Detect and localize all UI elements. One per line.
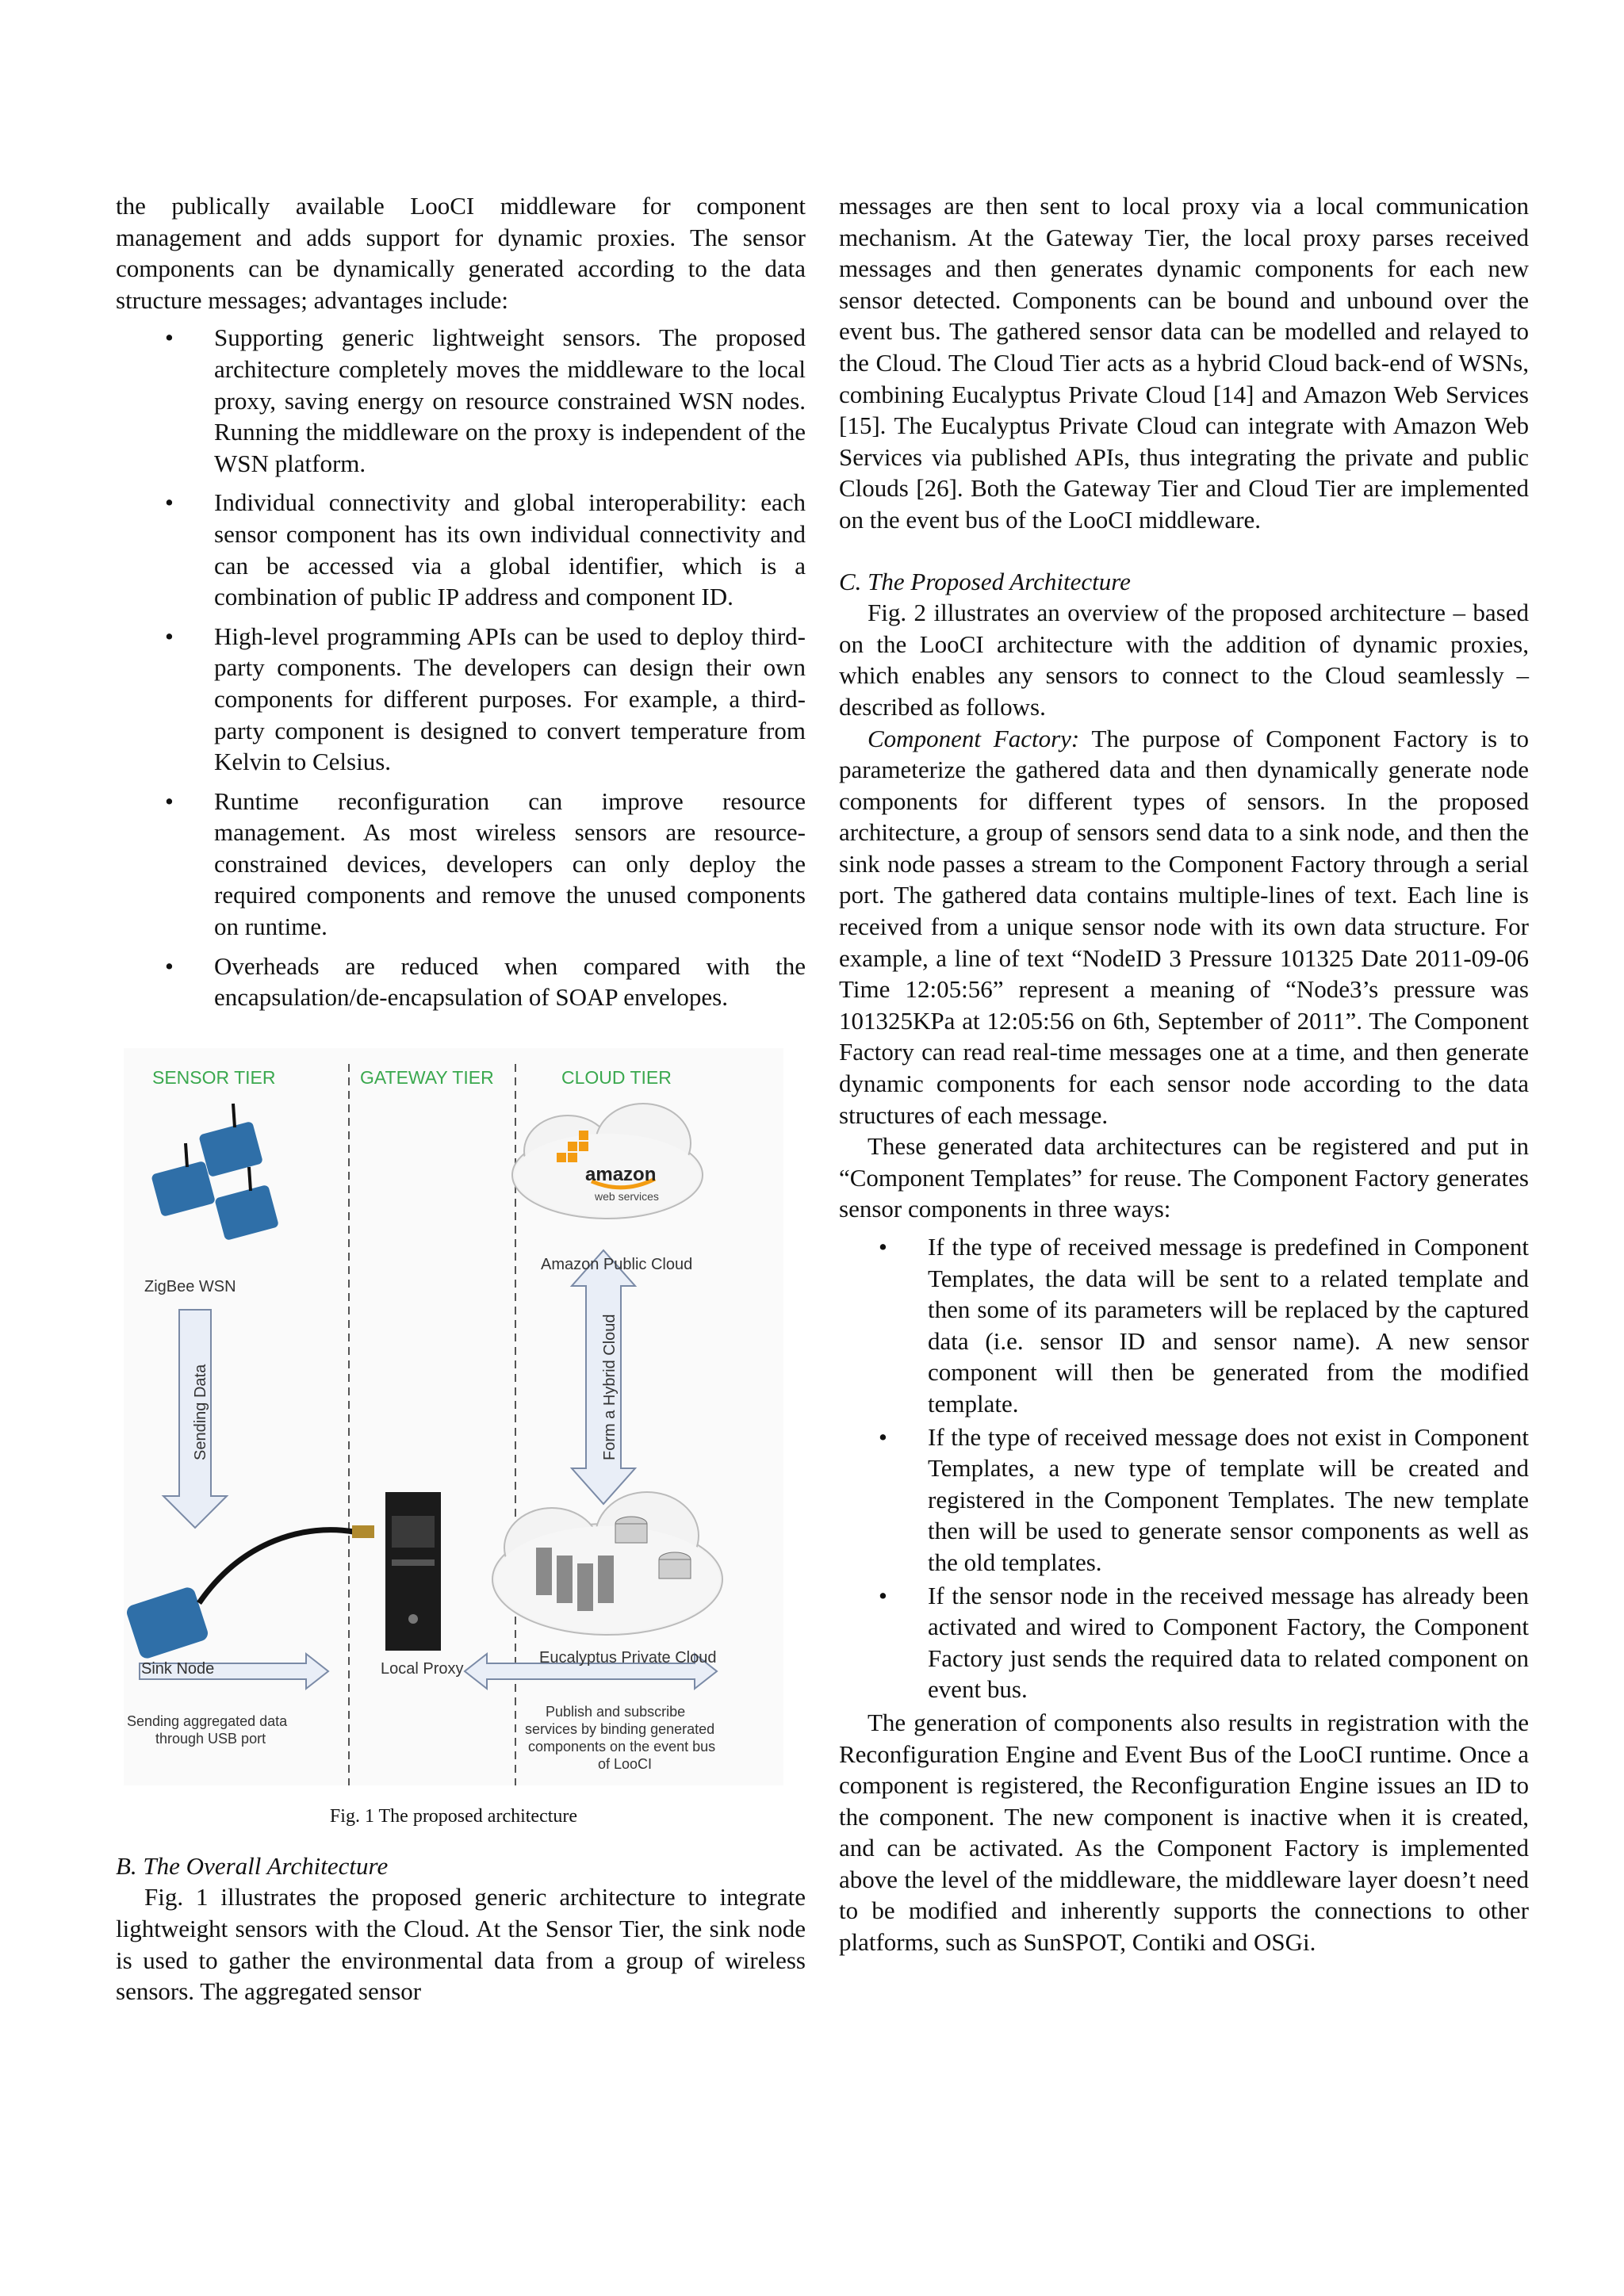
right-column <box>839 190 1529 1958</box>
component-factory-text: The purpose of Component Factory is to parameterize the gathered data and then dynamically generate node components for different types of sensors. In the proposed architecture, a group of sensors send data to a sink node, and then the sink node passes a stream to the Component Factory through a serial port. The gathered data contains multiple-lines of text. Each line is received from a unique sensor node with its own data structure. For example, a line of text “NodeID 3 Pressure 101325 Date 2011-09-06 Time 12:05:56” represent a meaning of “Node3’s pressure was 101325KPa at 12:05:56 on 6th, September of 2011”. The Component Factory can read real-time messages one at a time, and then generate dynamic components for each sensor node according to the data structures of each message. <box>839 724 1529 1129</box>
list-item: • If the type of received message does not exist in Component Templates, a new type of template will be created and registered in the Component Templates. The new template then will be used to generate sensor components as well as the old templates. <box>839 1422 1529 1578</box>
usb-note-line2: through USB port <box>155 1730 266 1747</box>
architecture-figure <box>124 1048 783 1833</box>
list-item: • Supporting generic lightweight sensors. The proposed architecture completely moves the middleware to the local proxy, saving energy on resource constrained WSN nodes. Running the middleware on the proxy is independent of the WSN platform. <box>116 322 806 479</box>
component-factory-label: Component Factory: <box>868 724 1080 752</box>
gateway-tier-label: GATEWAY TIER <box>360 1066 494 1088</box>
amazon-public-cloud-label: Amazon Public Cloud <box>541 1255 693 1273</box>
zigbee-wsn-label: ZigBee WSN <box>144 1277 236 1295</box>
eucalyptus-cloud-label: Eucalyptus Private Cloud <box>539 1648 717 1667</box>
right-paragraph-2: Fig. 2 illustrates an overview of the proposed architecture – based on the LooCI architecture with the addition of dynamic proxies, which enables any sensors to connect to the Cloud seamlessly – described as follows. <box>839 599 1529 721</box>
list-item: • If the type of received message is predefined in Component Templates, the data will be sent to a related template and then some of its parameters will be replaced by the captured data (i.e. sensor ID and sensor name). A new sensor component will then be generated from the modified template. <box>839 1231 1529 1420</box>
pubsub-note-line1: Publish and subscribe <box>546 1703 686 1720</box>
right-paragraph-5: The generation of components also results in registration with the Reconfiguration Engine and Event Bus of the LooCI runtime. Once a component is registered, the Reconfiguration Engine issues an ID to the component. The new component is inactive when it is created, and can be activated. As the Component Factory is implemented above the level of the middleware, the middleware layer doesn’t need to be modified and inherently supports the connections to other platforms, such as SunSPOT, Contiki and OSGi. <box>839 1708 1529 1957</box>
sink-node-label: Sink Node <box>141 1659 215 1678</box>
component-factory-paragraph <box>839 723 1529 1131</box>
usb-note-line1: Sending aggregated data <box>127 1712 288 1729</box>
list-item: • Overheads are reduced when compared with the encapsulation/de-encapsulation of SOAP envelopes. <box>116 951 806 1013</box>
figure-caption: Fig. 1 The proposed architecture <box>329 1805 578 1827</box>
amazon-logo-subtitle: web services <box>595 1189 659 1203</box>
sensor-tier-label: SENSOR TIER <box>152 1066 276 1088</box>
left-column <box>116 190 806 2007</box>
pubsub-note-line2: services by binding generated <box>525 1720 715 1737</box>
list-item: • If the sensor node in the received message has already been activated and wired to Component Factory, the Component Factory just sends the required data to related component on event bus. <box>839 1580 1529 1705</box>
right-paragraph-1: messages are then sent to local proxy via a local communication mechanism. At the Gateway Tier, the local proxy parses received messages and then generates dynamic components for each new sensor detected. Components can be bound and unbound over the event bus. The gathered sensor data can be modelled and relayed to the Cloud. The Cloud Tier acts as a hybrid Cloud back-end of WSNs, combining Eucalyptus Private Cloud [14] and Amazon Web Services [15]. The Eucalyptus Private Cloud can integrate with Amazon Web Services via published APIs, thus integrating the private and public Clouds [26]. Both the Gateway Tier and Cloud Tier are implemented on the event bus of the LooCI middleware. <box>839 192 1529 534</box>
pubsub-note-line4: of LooCI <box>598 1755 653 1772</box>
advantages-list <box>116 322 806 1012</box>
pubsub-note-line3: components on the event bus <box>528 1738 716 1755</box>
amazon-logo: amazon <box>585 1163 657 1185</box>
section-b-paragraph: Fig. 1 illustrates the proposed generic architecture to integrate lightweight sensors with the Cloud. At the Sensor Tier, the sink node is used to gather the environmental data from a group of wireless sensors. The aggregated sensor <box>116 1883 806 2006</box>
local-proxy-label: Local Proxy <box>381 1659 464 1678</box>
section-c-heading: C. The Proposed Architecture <box>839 567 1131 595</box>
hybrid-cloud-label: Form a Hybrid Cloud <box>601 1314 619 1460</box>
section-b-heading: B. The Overall Architecture <box>116 1851 389 1880</box>
left-intro-paragraph: the publically available LooCI middleware for component management and adds support for dynamic proxies. The sensor components can be dynamically generated according to the data structure messages; advantages include: <box>116 192 806 314</box>
list-item: • Runtime reconfiguration can improve resource management. As most wireless sensors are resource-constrained devices, developers can only deploy the required components and remove the unused components on runtime. <box>116 786 806 943</box>
generation-ways-list <box>839 1231 1529 1705</box>
right-paragraph-4: These generated data architectures can be registered and put in “Component Templates” for reuse. The Component Factory generates sensor components in three ways: <box>839 1132 1529 1223</box>
list-item: • Individual connectivity and global interoperability: each sensor component has its own individual connectivity and can be accessed via a global identifier, which is a combination of public IP address and component ID. <box>116 487 806 612</box>
list-item: • High-level programming APIs can be used to deploy third-party components. The developers can design their own components for different purposes. For example, a third-party component is designed to convert temperature from Kelvin to Celsius. <box>116 621 806 778</box>
cloud-tier-label: CLOUD TIER <box>561 1066 672 1088</box>
sending-data-label: Sending Data <box>192 1364 209 1460</box>
